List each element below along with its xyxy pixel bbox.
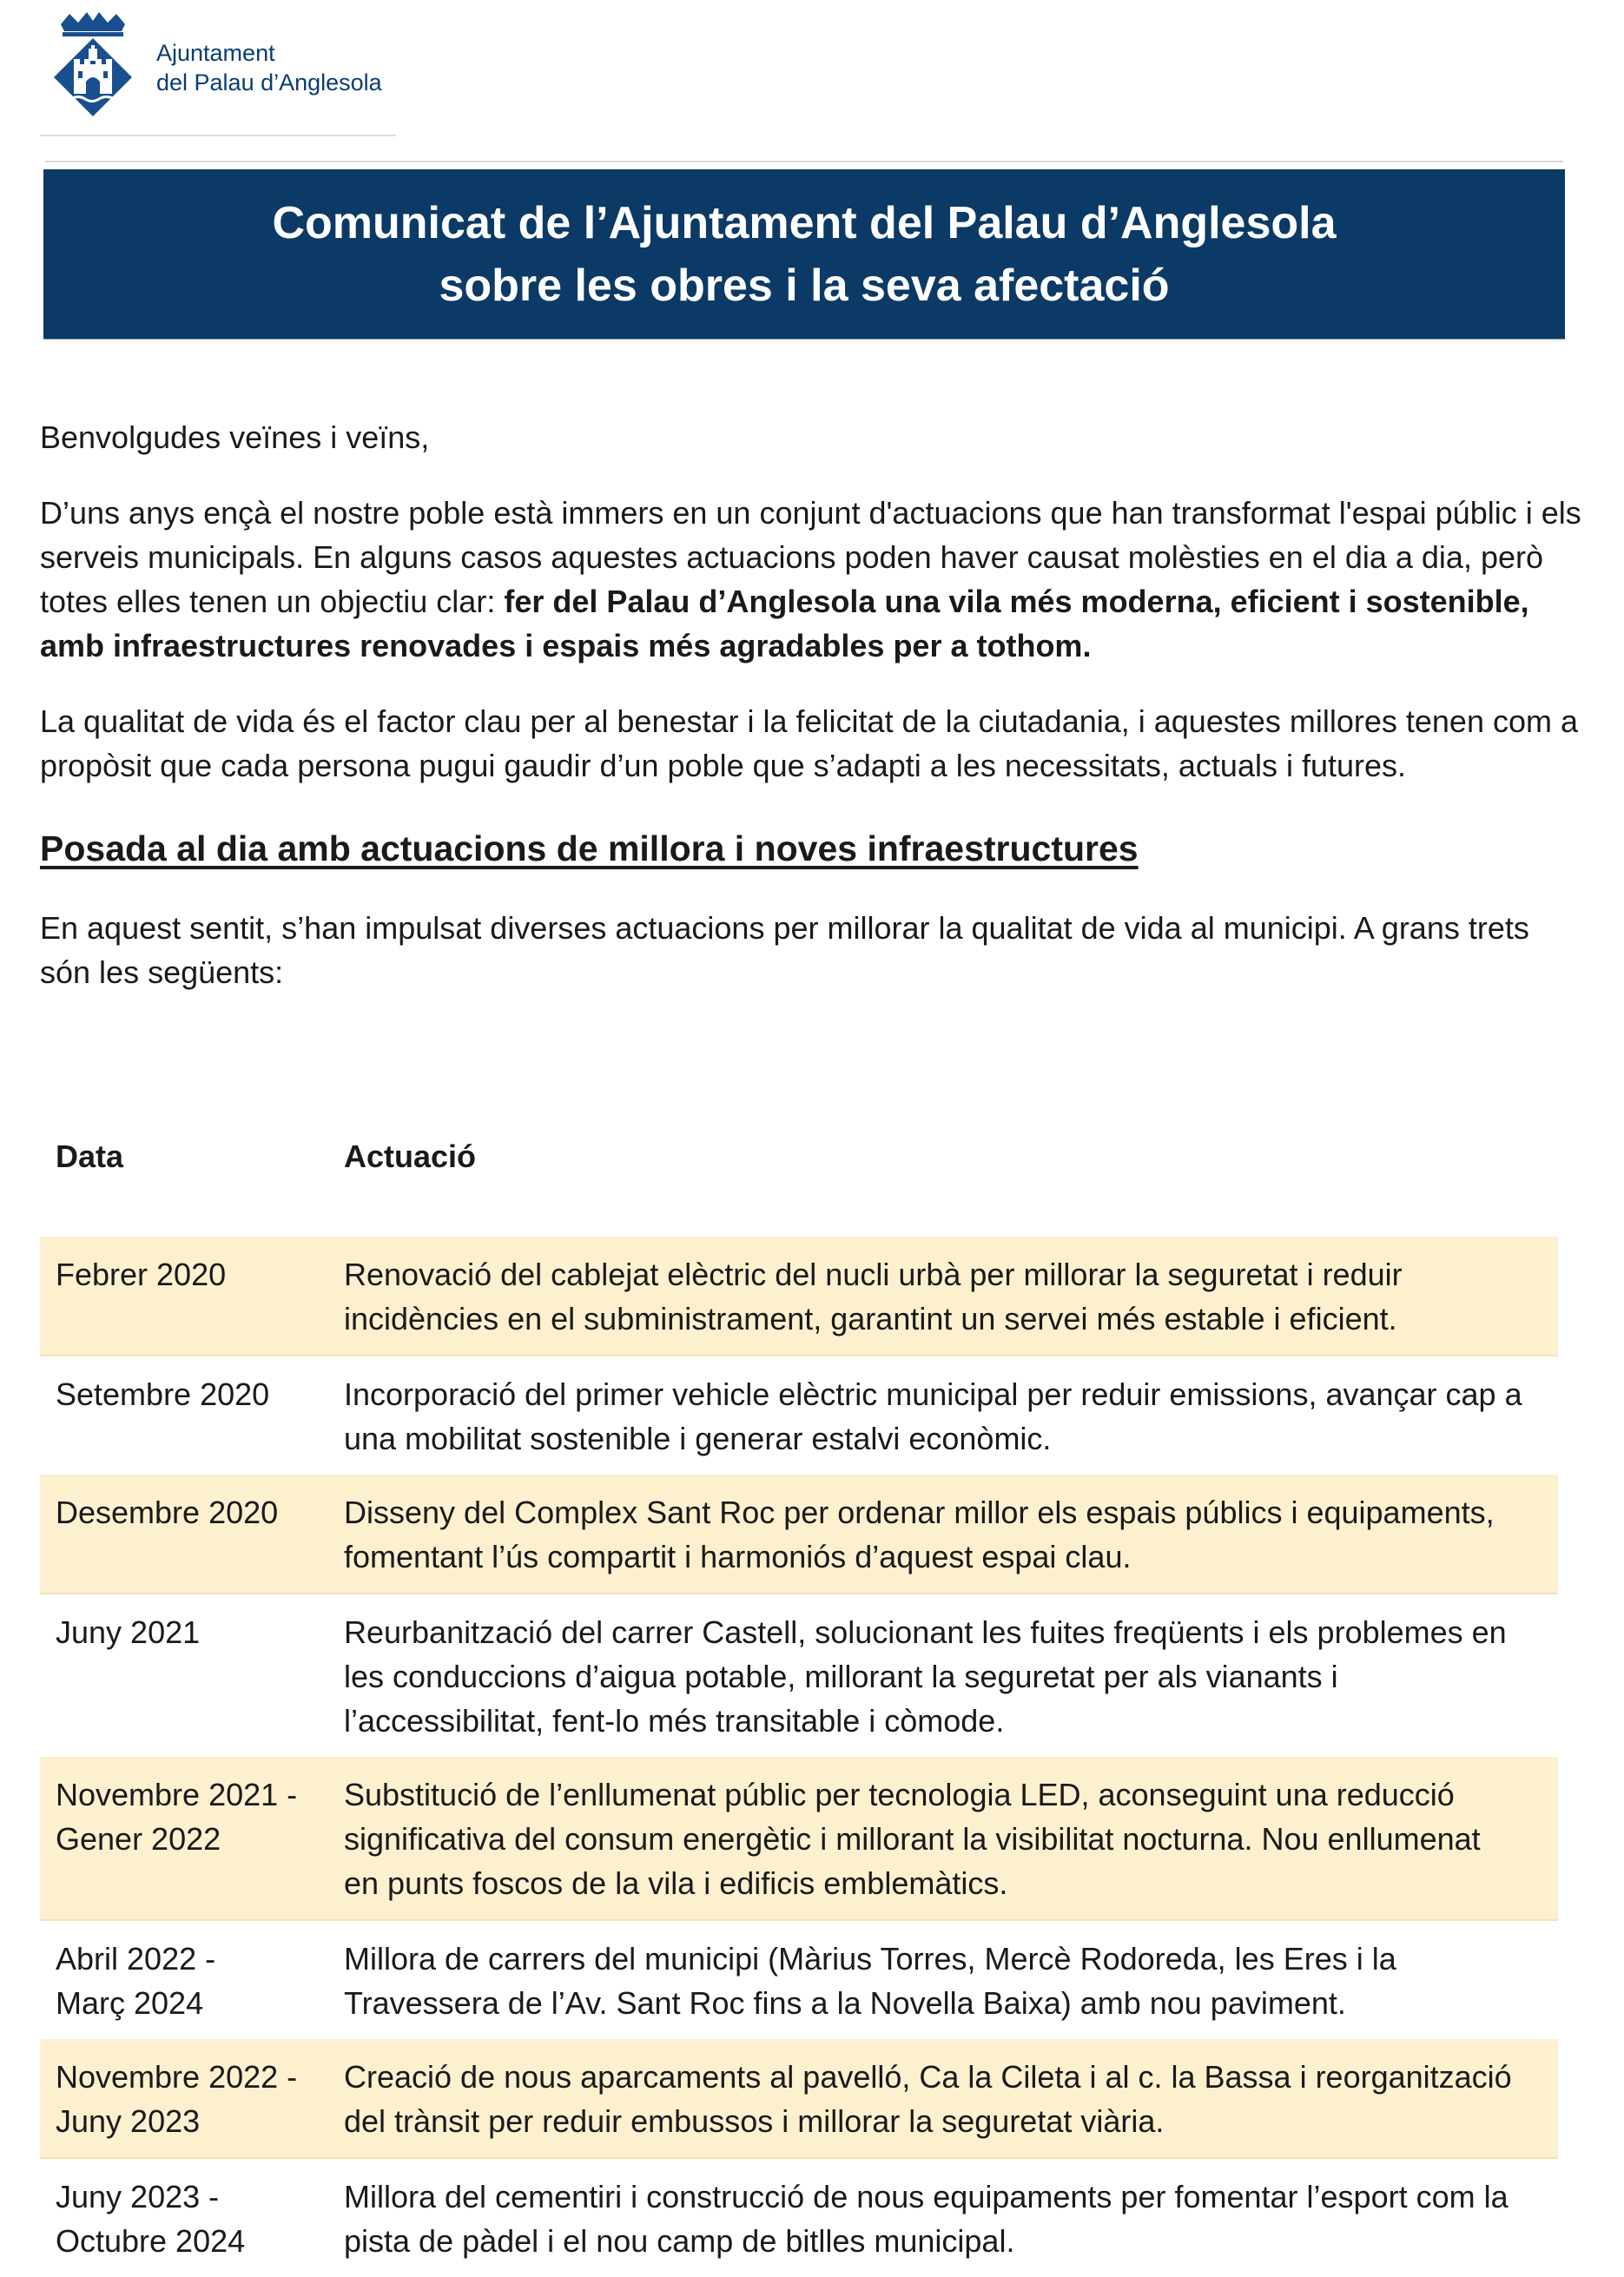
logo-divider [40, 135, 396, 136]
coat-of-arms-icon [45, 10, 141, 125]
section-heading: Posada al dia amb actuacions de millora i noves infraestructures [40, 828, 1139, 868]
row-action: Renovació del cablejat elèctric del nucli urbà per millorar la seguretat i reduir incidències en el subministrament, garantint un servei més estable i eficient. [344, 1257, 1403, 1336]
row-date: Novembre 2021 - Gener 2022 [56, 1777, 298, 1857]
table-row [40, 1475, 1558, 1594]
actions-table [40, 1120, 1558, 2277]
row-date: Desembre 2020 [56, 1495, 279, 1530]
row-action: Millora del cementiri i construcció de nous equipaments per fomentar l’esport com la pista de pàdel i el nou camp de bitlles municipal. [344, 2179, 1508, 2259]
header-action: Actuació [344, 1138, 477, 1174]
row-action: Reurbanització del carrer Castell, solucionant les fuites freqüents i els problemes en les conduccions d’aigua potable, millorant la seguretat per als vianants i l’accessibilitat, fent-lo més transitable i còmode. [344, 1614, 1507, 1739]
row-date: Juny 2023 - Octubre 2024 [56, 2179, 246, 2259]
row-action: Millora de carrers del municipi (Màrius Torres, Mercè Rodoreda, les Eres i la Travessera de l’Av. Sant Roc fins a la Novella Baixa) amb nou paviment. [344, 1941, 1396, 2021]
table-header [40, 1120, 1558, 1191]
table-row [40, 1921, 1558, 2039]
title-banner [43, 169, 1565, 339]
row-action: Incorporació del primer vehicle elèctric municipal per reduir emissions, avançar cap a una mobilitat sostenible i generar estalvi econòmic. [344, 1376, 1522, 1456]
paragraph-summary: En aquest sentit, s’han impulsat diverses actuacions per millorar la qualitat de vida al municipi. A grans trets són les següents: [40, 910, 1529, 990]
table-row [40, 1237, 1558, 1356]
title-line-1: Comunicat de l’Ajuntament del Palau d’Anglesola [272, 197, 1337, 248]
row-action: Disseny del Complex Sant Roc per ordenar millor els espais públics i equipaments, fomentant l’ús compartit i harmoniós d’aquest espai clau. [344, 1495, 1495, 1574]
row-date: Juny 2021 [56, 1614, 201, 1650]
paragraph-intro-bold: fer del Palau d’Anglesola una vila més moderna, eficient i sostenible, amb infraestructures renovades i espais més agradables per a tothom. [40, 584, 1529, 663]
row-date: Setembre 2020 [56, 1376, 270, 1412]
logo-line-1: Ajuntament [156, 40, 275, 66]
letter-body [40, 415, 1581, 1026]
title-divider [45, 161, 1563, 162]
table-row [40, 1594, 1558, 1757]
table-row [40, 1356, 1558, 1475]
row-action: Substitució de l’enllumenat públic per tecnologia LED, aconseguint una reducció significativa del consum energètic i millorant la visibilitat nocturna. Nou enllumenat en punts foscos de la vila i edificis emblemàtics. [344, 1777, 1481, 1901]
paragraph-quality: La qualitat de vida és el factor clau per al benestar i la felicitat de la ciutadania, i aquestes millores tenen com a propòsit que cada persona pugui gaudir d’un poble que s’adapti a les necessitats, actuals i futures. [40, 703, 1579, 783]
table-row [40, 1757, 1558, 1921]
logo-line-2: del Palau d’Anglesola [156, 69, 382, 96]
title-line-2: sobre les obres i la seva afectació [439, 260, 1170, 311]
row-action: Creació de nous aparcaments al pavelló, Ca la Cileta i al c. la Bassa i reorganització del trànsit per reduir embussos i millorar la seguretat viària. [344, 2059, 1512, 2139]
header-date: Data [56, 1138, 124, 1174]
row-date: Febrer 2020 [56, 1257, 227, 1292]
table-row [40, 2039, 1558, 2159]
paragraph-intro-text: D’uns anys ençà el nostre poble està immers en un conjunt d'actuacions que han transformat l'espai públic i els serveis municipals. En alguns casos aquestes actuacions poden haver causat molèsties en el dia a dia, però totes elles tenen un objectiu clar: [40, 495, 1581, 619]
municipal-logo [45, 7, 401, 129]
row-date: Abril 2022 - Març 2024 [56, 1941, 216, 2021]
greeting: Benvolgudes veïnes i veïns, [40, 419, 430, 455]
logo-text [156, 38, 382, 97]
paragraph-intro [40, 491, 1581, 668]
table-row [40, 2159, 1558, 2277]
row-date: Novembre 2022 - Juny 2023 [56, 2059, 298, 2139]
